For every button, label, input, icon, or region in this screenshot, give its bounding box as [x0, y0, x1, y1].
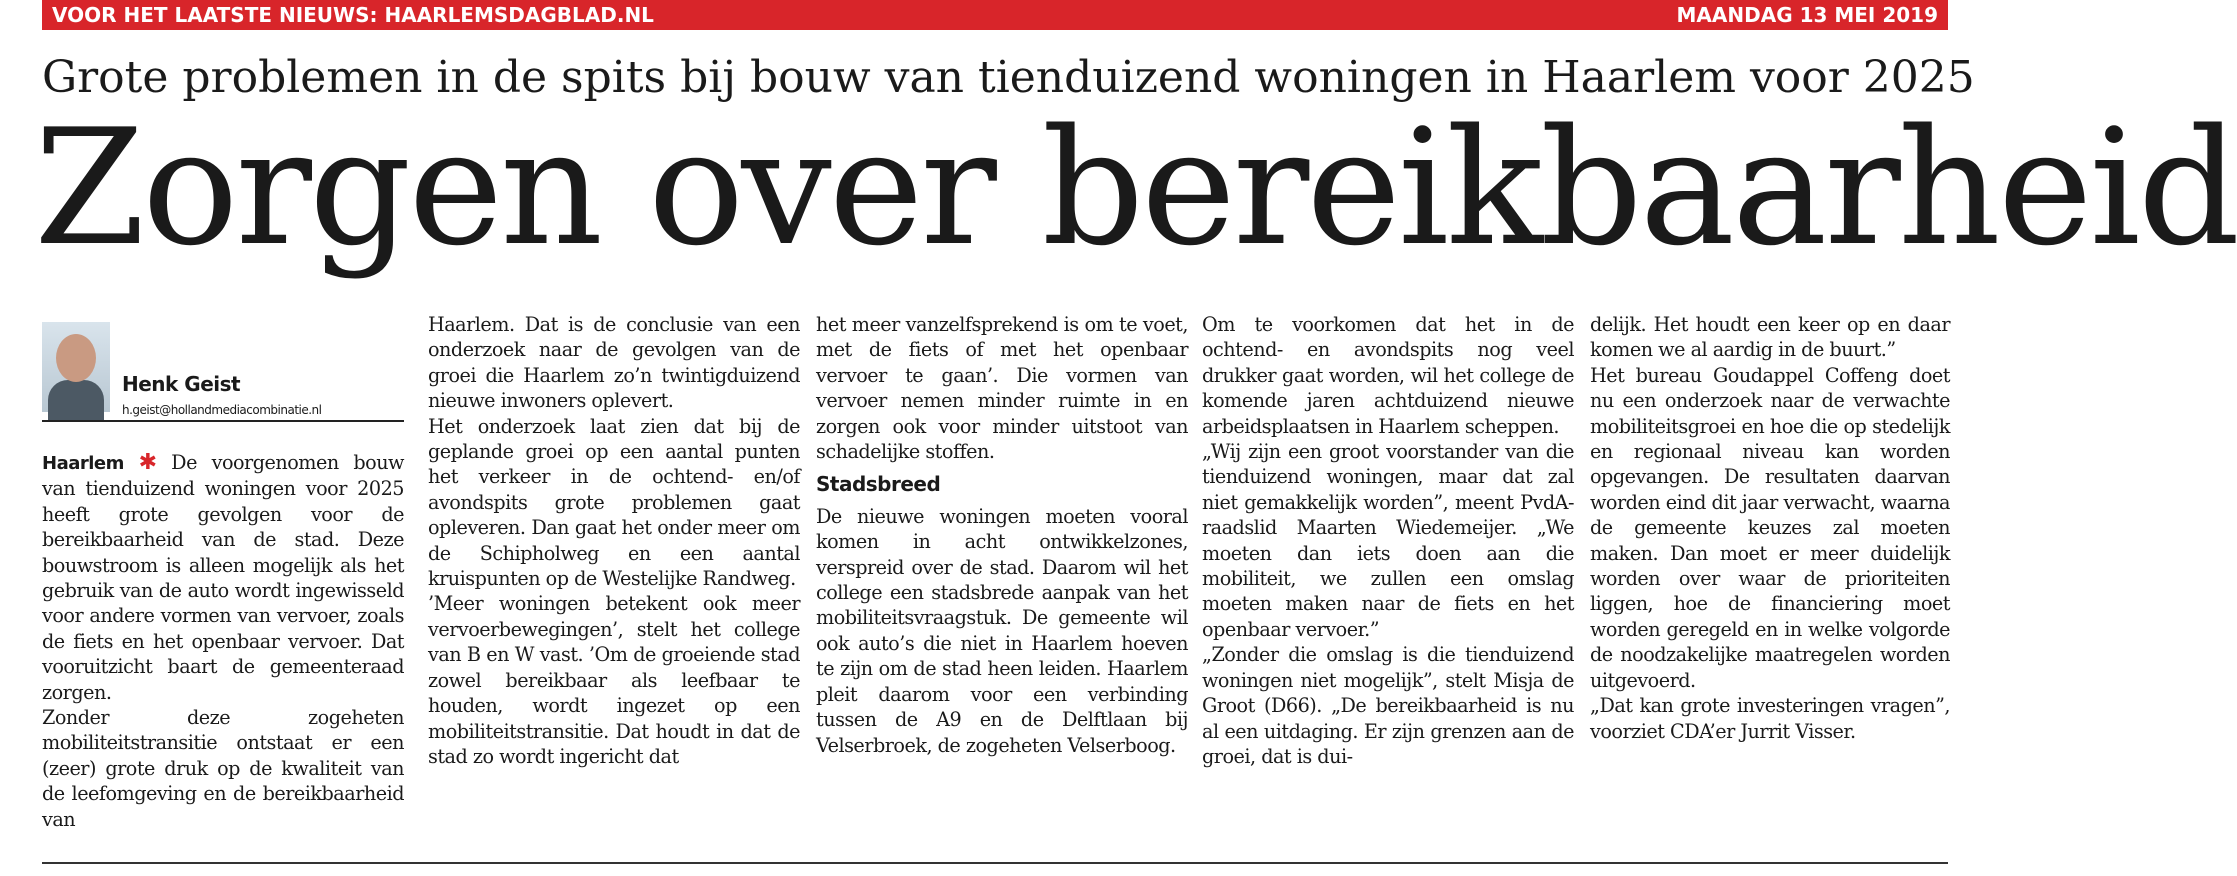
paragraph: Zonder deze zogeheten mobiliteitstransitie ontstaat er een (zeer) grote druk op de kwaliteit van de leefomgeving en de bereikbaarheid van: [42, 706, 404, 831]
author-name: Henk Geist: [122, 372, 241, 396]
asterisk-icon: ✱: [138, 450, 157, 475]
lead-text: De voorgenomen bouw van tienduizend woningen voor 2025 heeft grote gevolgen voor de bereikbaarheid van de stad. Deze bouwstroom is alleen mogelijk als het gebruik van de auto wordt ingewisseld voor andere vormen van vervoer, zoals de fiets en het openbaar vervoer. Dat vooruitzicht baart de gemeenteraad zorgen.: [42, 451, 404, 704]
paragraph: delijk. Het houdt een keer op en daar komen we al aardig in de buurt.”: [1590, 313, 1950, 362]
byline: [42, 322, 404, 422]
article-column-3: [816, 312, 1188, 758]
article-column-5: [1590, 312, 1950, 744]
author-photo-body: [48, 380, 104, 420]
paragraph: Haarlem. Dat is de conclusie van een onderzoek naar de gevolgen van de groei die Haarlem zo’n twintigduizend nieuwe inwoners oplevert.: [428, 313, 800, 413]
kicker-headline: Grote problemen in de spits bij bouw van tienduizend woningen in Haarlem voor 2025: [42, 52, 1975, 103]
paragraph: Het onderzoek laat zien dat bij de geplande groei op een aantal punten het verkeer in de ochtend- en/of avondspits grote problemen gaat opleveren. Dan gaat het onder meer om de Schipholweg en een aantal kruispunten op de Westelijke Randweg.: [428, 414, 800, 591]
paragraph: ’Meer woningen betekent ook meer vervoerbewegingen’, stelt het college van B en W vast. ’Om de groeiende stad zowel bereikbaar als leefbaar te houden, wordt ingezet op een mobiliteitstransitie. Dat houdt in dat de stad zo wordt ingericht dat: [428, 592, 800, 768]
lead-paragraph: [42, 450, 404, 705]
dateline: Haarlem: [42, 453, 124, 474]
main-headline: Zorgen over bereikbaarheid: [34, 94, 2237, 281]
author-photo: [42, 322, 110, 412]
subheading: Stadsbreed: [816, 472, 941, 497]
paragraph: „Zonder die omslag is die tienduizend woningen niet mogelijk”, stelt Misja de Groot (D66). „De bereikbaarheid is nu al een uitdaging. Er zijn grenzen aan de groei, dat is dui-: [1202, 643, 1574, 768]
author-email: h.geist@hollandmediacombinatie.nl: [122, 403, 322, 417]
paragraph: Om te voorkomen dat het in de ochtend- en avondspits nog veel drukker gaat worden, wil het college de komende jaren achtduizend nieuwe arbeidsplaatsen in Haarlem scheppen.: [1202, 313, 1574, 438]
article-column-2: [428, 312, 800, 769]
paragraph: het meer vanzelfsprekend is om te voet, met de fiets of met het openbaar vervoer te gaan’. Die vormen van vervoer nemen minder ruimte in en zorgen ook voor minder uitstoot van schadelijke stoffen.: [816, 313, 1188, 464]
banner-website-text: VOOR HET LAATSTE NIEUWS: HAARLEMSDAGBLAD.NL: [52, 3, 654, 27]
paragraph: „Wij zijn een groot voorstander van die tienduizend woningen, maar dat zal niet gemakkelijk worden”, meent PvdA-raadslid Maarten Wiedemeijer. „We moeten dan iets doen aan die mobiliteit, we zullen een omslag moeten maken naar de fiets en het openbaar vervoer.”: [1202, 440, 1574, 641]
bottom-divider: [42, 862, 1948, 864]
paragraph: Het bureau Goudappel Coffeng doet nu een onderzoek naar de verwachte mobiliteitsgroei en hoe die op stedelijk en regionaal niveau kan worden opgevangen. De resultaten daarvan worden eind dit jaar verwacht, waarna de gemeente keuzes zal moeten maken. Dan moet er meer duidelijk worden over waar de prioriteiten liggen, hoe de financiering moet worden geregeld en in welke volgorde de noodzakelijke maatregelen worden uitgevoerd.: [1590, 363, 1950, 692]
article-column-4: [1202, 312, 1574, 769]
paragraph: „Dat kan grote investeringen vragen”, voorziet CDA’er Jurrit Visser.: [1590, 694, 1950, 743]
article-column-1: [42, 322, 404, 832]
paragraph: De nieuwe woningen moeten vooral komen in acht ontwikkelzones, verspreid over de stad. Daarom wil het college een stadsbrede aanpak van het mobiliteitsvraagstuk. De gemeente wil ook auto’s die niet in Haarlem hoeven te zijn om de stad heen leiden. Haarlem pleit daarom voor een verbinding tussen de A9 en de Delftlaan bij Velserbroek, de zogeheten Velserboog.: [816, 504, 1188, 757]
top-banner: [42, 0, 1948, 30]
author-photo-face: [56, 334, 96, 382]
banner-date-text: MAANDAG 13 MEI 2019: [1676, 3, 1938, 27]
